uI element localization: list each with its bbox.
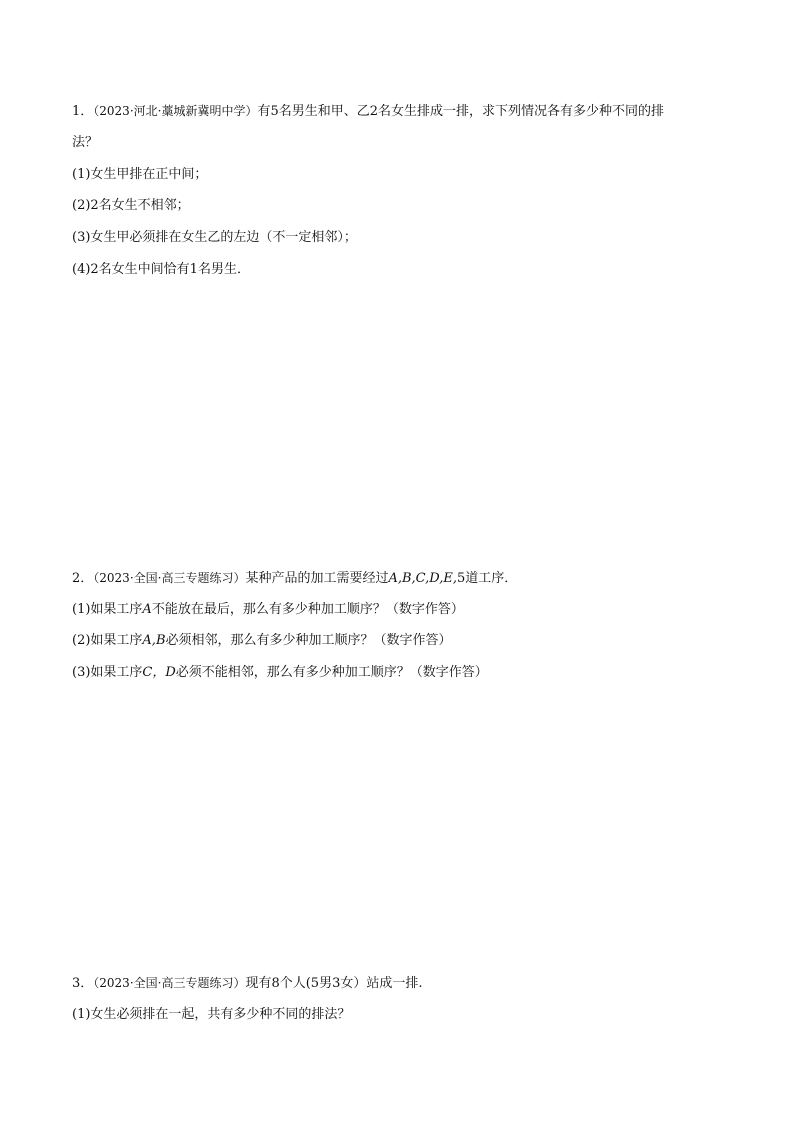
question-3-number: 3． bbox=[72, 976, 94, 991]
question-2-part-1 bbox=[72, 601, 464, 619]
question-1-part-3: (3)女生甲必须排在女生乙的左边（不一定相邻）； bbox=[72, 230, 357, 245]
question-2-part-1-suffix: 不能放在最后，那么有多少种加工顺序？（数字作答） bbox=[151, 602, 464, 617]
question-1-stem-line2: 法？ bbox=[72, 135, 99, 150]
question-1-stem bbox=[72, 102, 664, 121]
question-3-source: （2023·全国·高三专题练习） bbox=[93, 976, 246, 990]
question-2-part-2 bbox=[72, 632, 452, 650]
question-1-part-1: (1)女生甲排在正中间； bbox=[72, 167, 208, 182]
question-1-part-2: (2)2名女生不相邻； bbox=[72, 198, 190, 213]
question-1-number: 1． bbox=[72, 104, 94, 119]
question-1-part-4: (4)2名女生中间恰有1名男生． bbox=[72, 262, 250, 277]
question-2-source: （2023·全国·高三专题练习） bbox=[93, 571, 246, 585]
question-3-stem bbox=[72, 974, 422, 993]
question-2-stem-prefix: 某种产品的加工需要经过 bbox=[245, 571, 389, 586]
question-2-part-3-math: C，D bbox=[142, 665, 176, 680]
question-3-stem-text: 现有8个人(5男3女）站成一排. bbox=[245, 976, 423, 991]
question-3-part-1: (1)女生必须排在一起，共有多少种不同的排法？ bbox=[72, 1007, 351, 1022]
question-2-part-2-suffix: 必须相邻，那么有多少种加工顺序？（数字作答） bbox=[165, 633, 452, 648]
question-2-stem-math: A,B,C,D,E, bbox=[388, 571, 458, 586]
question-1-stem-line1: 有5名男生和甲、乙2名女生排成一排，求下列情况各有多少种不同的排 bbox=[257, 104, 664, 119]
question-2-part-3-suffix: 必须不能相邻，那么有多少种加工顺序？（数字作答） bbox=[175, 665, 488, 680]
question-2-stem bbox=[72, 569, 517, 588]
question-2-part-1-prefix: (1)如果工序 bbox=[72, 602, 143, 617]
question-2-part-1-math: A bbox=[142, 602, 152, 617]
question-2-number: 2． bbox=[72, 571, 94, 586]
question-2-part-3 bbox=[72, 664, 488, 682]
question-2-part-2-math: A,B bbox=[142, 633, 166, 648]
question-2-part-2-prefix: (2)如果工序 bbox=[72, 633, 143, 648]
question-2-stem-suffix: 5道工序． bbox=[457, 571, 518, 586]
question-1-source: （2023·河北·藁城新冀明中学） bbox=[93, 104, 258, 118]
question-2-part-3-prefix: (3)如果工序 bbox=[72, 665, 143, 680]
